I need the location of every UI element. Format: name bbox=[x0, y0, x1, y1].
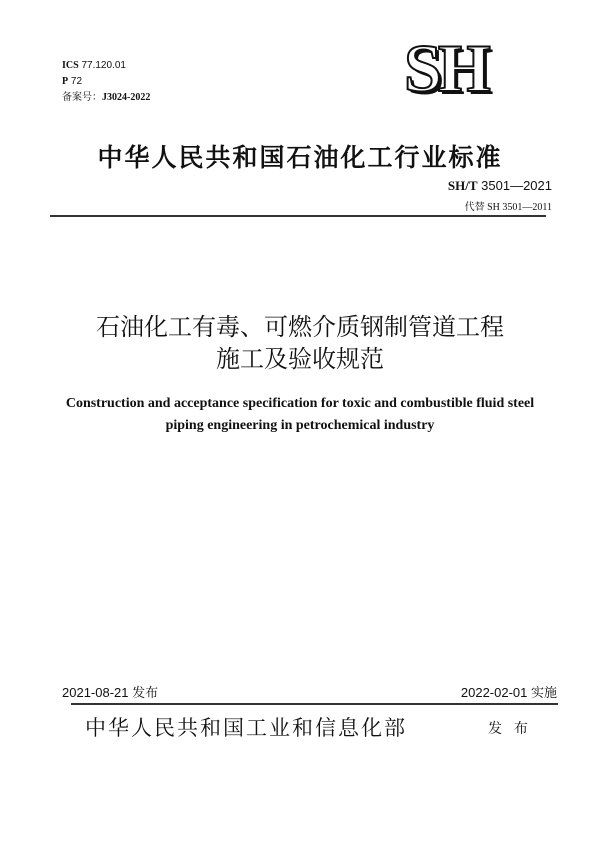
replaces-standard: 代替 SH 3501—2011 bbox=[464, 202, 552, 213]
bottom-divider bbox=[71, 703, 558, 705]
ics-number: ICS 77.120.01 bbox=[62, 60, 126, 71]
title-en-line-1: Construction and acceptance specification for toxic and combustible fluid steel bbox=[65, 396, 535, 411]
title-cn-line-2: 施工及验收规范 bbox=[216, 346, 384, 373]
sh-logo: SH bbox=[404, 30, 487, 106]
record-number: 备案号：J3024-2022 bbox=[62, 92, 151, 103]
top-divider bbox=[50, 215, 546, 217]
implement-date: 2022-02-01 实施 bbox=[460, 685, 557, 700]
title-en-line-2: piping engineering in petrochemical industry bbox=[165, 418, 435, 433]
standard-code: SH/T 3501—2021 bbox=[447, 178, 552, 193]
issue-date: 2021-08-21 发布 bbox=[62, 685, 159, 700]
title-cn-line-1: 石油化工有毒、可燃介质钢制管道工程 bbox=[96, 314, 504, 341]
issuer-action: 发 布 bbox=[488, 720, 532, 736]
issuer: 中华人民共和国工业和信息化部 bbox=[85, 717, 407, 740]
standard-title: 中华人民共和国石油化工行业标准 bbox=[97, 144, 503, 172]
p-number: P 72 bbox=[62, 76, 83, 87]
